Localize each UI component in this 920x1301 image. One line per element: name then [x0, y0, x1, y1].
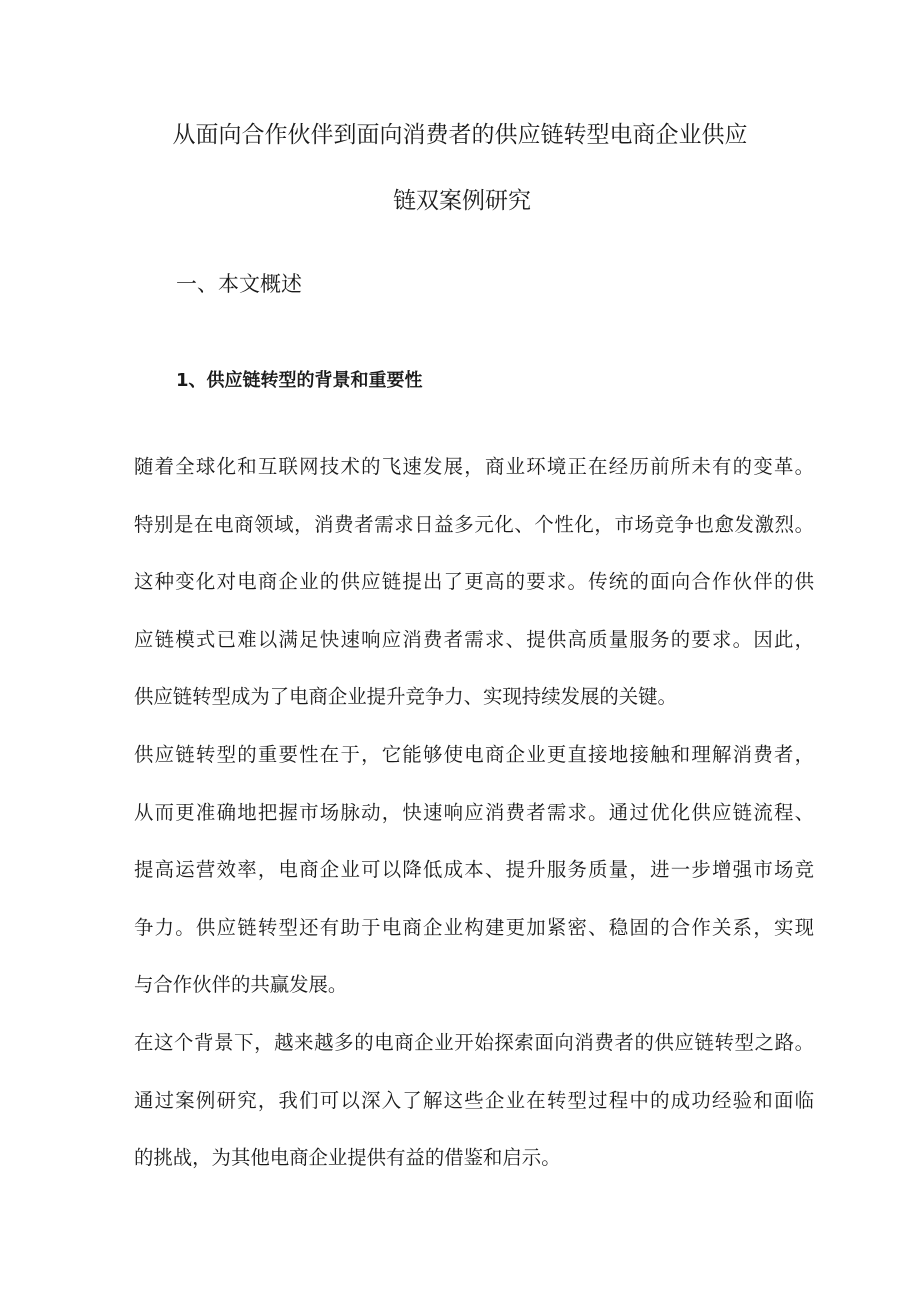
- paragraph-line: 这种变化对电商企业的供应链提出了更高的要求。传统的面向合作伙伴的供: [134, 570, 814, 594]
- body-text: [134, 438, 814, 1187]
- paragraph: [134, 438, 814, 726]
- section-heading: 一、本文概述: [176, 272, 302, 296]
- title-line-1: 从面向合作伙伴到面向消费者的供应链转型电商企业供应: [172, 122, 748, 148]
- paragraph-line: 的挑战，为其他电商企业提供有益的借鉴和启示。: [134, 1146, 561, 1170]
- title-line-2: 链双案例研究: [393, 188, 531, 214]
- subsection-heading: 1、供应链转型的背景和重要性: [176, 370, 423, 391]
- paragraph-line: 应链模式已难以满足快速响应消费者需求、提供高质量服务的要求。因此，: [134, 627, 814, 651]
- paragraph-line: 通过案例研究，我们可以深入了解这些企业在转型过程中的成功经验和面临: [134, 1088, 814, 1112]
- paragraph-line: 随着全球化和互联网技术的飞速发展，商业环境正在经历前所未有的变革。: [134, 455, 814, 478]
- paragraph-line: 供应链转型的重要性在于，它能够使电商企业更直接地接触和理解消费者，: [134, 742, 814, 766]
- paragraph-line: 争力。供应链转型还有助于电商企业构建更加紧密、稳固的合作关系，实现: [134, 915, 814, 939]
- paragraph-line: 从而更准确地把握市场脉动，快速响应消费者需求。通过优化供应链流程、: [134, 800, 814, 824]
- paragraph-line: 特别是在电商领域，消费者需求日益多元化、个性化，市场竞争也愈发激烈。: [134, 512, 814, 536]
- paragraph-line: 在这个背景下，越来越多的电商企业开始探索面向消费者的供应链转型之路。: [134, 1030, 814, 1054]
- paragraph-line: 供应链转型成为了电商企业提升竞争力、实现持续发展的关键。: [134, 685, 677, 709]
- paragraph-line: 提高运营效率，电商企业可以降低成本、提升服务质量，进一步增强市场竞: [134, 858, 814, 882]
- paragraph: [134, 726, 814, 1014]
- paragraph: [134, 1014, 814, 1187]
- paragraph-line: 与合作伙伴的共赢发展。: [134, 973, 348, 997]
